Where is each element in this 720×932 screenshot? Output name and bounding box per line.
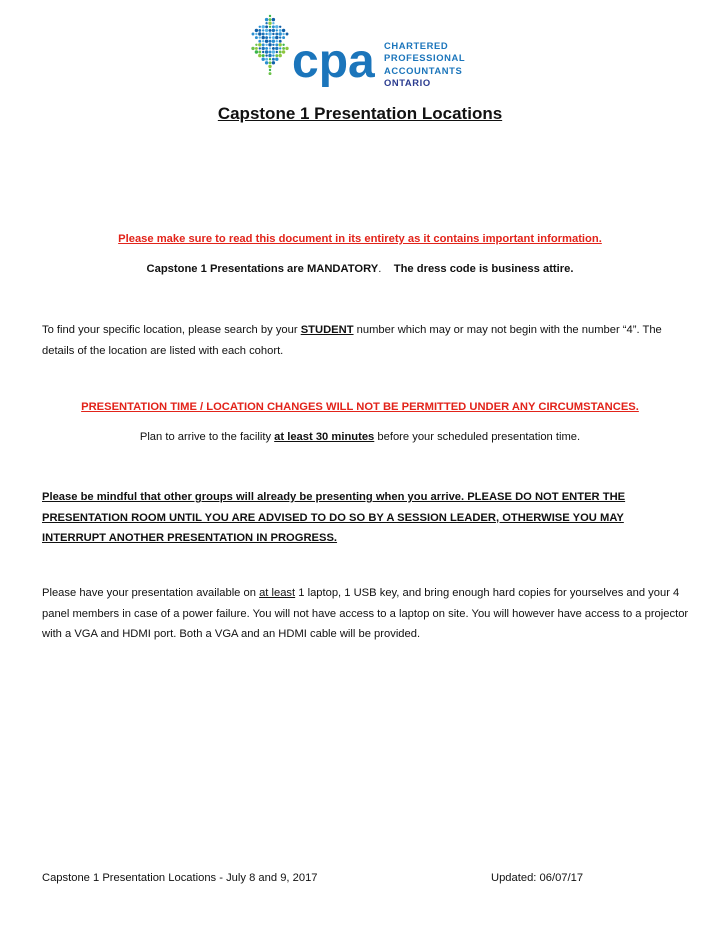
logo-dot — [255, 29, 258, 32]
logo-dot — [275, 58, 278, 61]
logo-dot — [259, 47, 261, 49]
logo-dot — [285, 47, 288, 50]
logo-dot — [272, 22, 274, 24]
logo-dot — [269, 36, 271, 38]
logo-dot — [258, 29, 261, 32]
changes-notice: PRESENTATION TIME / LOCATION CHANGES WILL NOT BE PERMITTED UNDER ANY CIRCUMSTANCES. — [81, 401, 639, 413]
logo-dot — [265, 58, 268, 61]
logo-dot — [282, 47, 285, 50]
logo-dot — [269, 40, 272, 43]
logo-dot — [275, 25, 278, 28]
laptop-text-after: 1 laptop, 1 USB key, and bring enough hard copies for yourselves and your 4 panel members in case of a power failure. You will not have access to a laptop on site. You will however have access to a projector with a VGA and HDMI port. Both a VGA and an HDMI cable will be provided. — [42, 587, 689, 640]
cpa-ontario-logo — [250, 14, 480, 94]
logo-text — [384, 40, 465, 90]
logo-dot — [259, 26, 261, 28]
logo-dot — [262, 25, 265, 28]
logo-dot — [269, 72, 272, 75]
laptop-instructions — [42, 583, 690, 645]
logo-dot — [279, 29, 282, 32]
logo-dot — [265, 61, 268, 64]
logo-dot — [259, 36, 261, 38]
logo-dot — [252, 33, 255, 36]
logo-dot — [265, 50, 268, 53]
logo-dot — [269, 29, 272, 32]
logo-dot — [268, 65, 271, 68]
logo-dot — [258, 43, 261, 46]
logo-line-accountants: ACCOUNTANTS — [384, 64, 463, 76]
maple-leaf-dots-icon — [250, 14, 384, 94]
logo-dot — [255, 33, 257, 35]
logo-dot — [258, 40, 261, 43]
logo-dot — [265, 22, 267, 24]
logo-dot — [269, 51, 272, 54]
logo-dot — [272, 25, 275, 28]
logo-dot — [262, 29, 264, 31]
logo-dot — [258, 32, 261, 35]
logo-dot — [272, 58, 275, 61]
logo-dot — [265, 54, 267, 56]
logo-dot — [258, 54, 261, 57]
logo-dot — [272, 54, 274, 56]
logo-dot — [268, 32, 271, 35]
logo-dot — [279, 36, 281, 38]
logo-dot — [276, 29, 278, 31]
logo-dot — [282, 29, 285, 32]
logo-dot — [279, 54, 282, 57]
logo-dot — [272, 36, 275, 39]
logo-dot — [275, 47, 278, 50]
logo-dot — [282, 44, 284, 46]
search-text-after: number which may or may not begin with the number “4”. The details of the location are listed with each cohort. — [42, 324, 662, 357]
logo-line-professional: PROFESSIONAL — [384, 52, 466, 64]
logo-dot — [272, 29, 275, 32]
logo-dot — [269, 69, 271, 71]
logo-dot — [262, 43, 265, 46]
search-instructions — [42, 320, 682, 361]
logo-dot — [272, 18, 275, 21]
mandatory-text: Capstone 1 Presentations are MANDATORY — [146, 263, 379, 275]
logo-dot — [282, 50, 285, 53]
arrive-text-after: before your scheduled presentation time. — [374, 431, 581, 443]
logo-dot — [279, 51, 282, 54]
logo-dot — [272, 40, 275, 43]
laptop-text-before: Please have your presentation available on — [42, 587, 260, 599]
logo-dot — [286, 33, 289, 36]
logo-dot — [276, 51, 278, 53]
student-keyword: STUDENT — [300, 324, 354, 336]
dress-code-text: The dress code is business attire. — [393, 263, 574, 275]
arrive-text-before: Plan to arrive to the facility — [139, 431, 275, 443]
logo-dot — [272, 47, 275, 50]
logo-dot — [262, 40, 264, 42]
logo-dot — [262, 54, 265, 57]
logo-dot — [251, 47, 254, 50]
logo-dot — [282, 36, 285, 39]
search-text-before: To find your specific location, please search by your — [42, 324, 301, 336]
logo-dot — [268, 43, 271, 46]
mandatory-notice — [0, 263, 720, 275]
logo-dot — [269, 58, 271, 60]
logo-dot — [265, 44, 267, 46]
logo-line-chartered: CHARTERED — [384, 40, 449, 51]
logo-dot — [275, 33, 278, 36]
logo-dot — [265, 36, 268, 39]
logo-dot — [268, 54, 271, 57]
logo-dot — [269, 61, 272, 64]
logo-dot — [269, 47, 271, 49]
logo-dot — [275, 36, 278, 39]
logo-dot — [255, 44, 257, 46]
logo-dot — [275, 54, 278, 57]
logo-dot — [279, 47, 281, 49]
logo-dot — [262, 47, 265, 50]
logo-dot — [262, 51, 264, 53]
logo-dot — [272, 50, 275, 53]
arrive-notice — [0, 431, 720, 443]
logo-dot — [276, 40, 278, 42]
logo-dot — [275, 43, 278, 46]
logo-dot — [262, 33, 265, 36]
arrive-emphasis: at least 30 minutes — [274, 431, 375, 443]
logo-dot — [272, 33, 274, 35]
logo-line-ontario: ONTARIO — [384, 77, 431, 89]
logo-dot — [262, 36, 265, 39]
logo-dot — [279, 43, 282, 46]
mindful-notice: Please be mindful that other groups will already be presenting when you arrive. PLEASE DO NOT ENTER THE PRESENTATION ROOM UNTIL YOU ARE ADVISED TO DO SO BY A SESSION LEADER, OTHERWISE YOU MAY INTERRUPT ANOTHER PRESENTATION IN PROGRESS. — [42, 491, 626, 544]
logo-dot — [262, 58, 265, 61]
logo-dot — [269, 15, 271, 17]
footer-left: Capstone 1 Presentation Locations - July 8 and 9, 2017 — [42, 872, 318, 884]
logo-dot — [279, 26, 281, 28]
logo-dot — [265, 40, 268, 43]
logo-dot — [265, 18, 268, 21]
logo-dot — [265, 33, 267, 35]
logo-dot — [265, 47, 268, 50]
logo-dot — [265, 29, 268, 32]
logo-dot — [255, 50, 258, 53]
laptop-emphasis: at least — [259, 587, 296, 599]
logo-dot — [255, 36, 258, 39]
footer-right: Updated: 06/07/17 — [491, 872, 584, 884]
logo-dot — [272, 44, 274, 46]
cpa-wordmark: cpa — [292, 35, 375, 88]
mandatory-period: . — [378, 263, 382, 275]
logo-dot — [279, 32, 282, 35]
logo-dot — [269, 18, 272, 21]
logo-dot — [282, 33, 284, 35]
logo-dot — [279, 40, 282, 43]
logo-dot — [258, 51, 261, 54]
logo-dot — [265, 25, 268, 28]
logo-dot — [269, 26, 271, 28]
logo-dot — [255, 47, 258, 50]
read-notice: Please make sure to read this document in its entirety as it contains important information. — [118, 233, 602, 245]
logo-dot — [272, 61, 275, 64]
page-title: Capstone 1 Presentation Locations — [217, 104, 503, 123]
logo-dot — [268, 22, 271, 25]
